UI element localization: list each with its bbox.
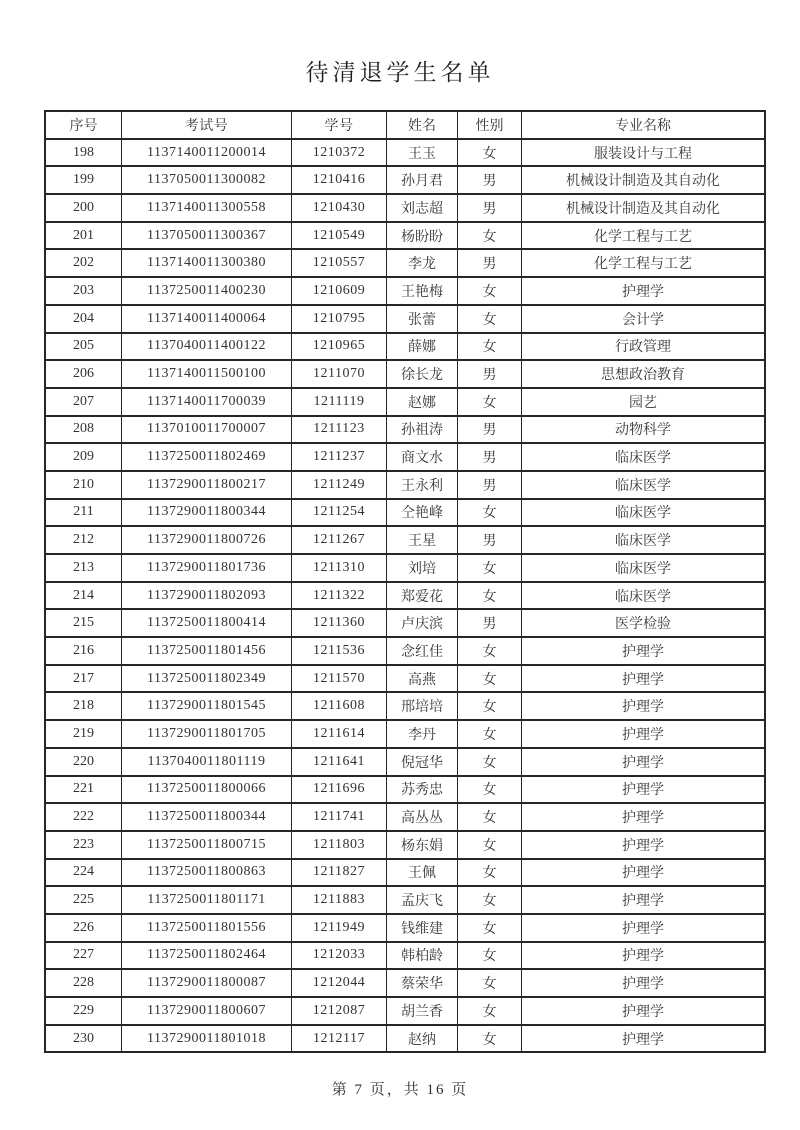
- exam-no-cell: 1137290011801705: [122, 720, 292, 748]
- serial-cell: 206: [45, 360, 122, 388]
- serial-cell: 205: [45, 333, 122, 361]
- major-cell: 思想政治教育: [522, 360, 766, 388]
- name-cell: 杨盼盼: [387, 222, 458, 250]
- serial-cell: 229: [45, 997, 122, 1025]
- serial-cell: 204: [45, 305, 122, 333]
- serial-cell: 216: [45, 637, 122, 665]
- name-cell: 卢庆滨: [387, 609, 458, 637]
- exam-no-cell: 1137250011802469: [122, 443, 292, 471]
- serial-cell: 199: [45, 166, 122, 194]
- table-row: [45, 166, 765, 194]
- table-row: [45, 859, 765, 887]
- student-id-cell: 1211570: [292, 665, 387, 693]
- table-row: [45, 526, 765, 554]
- student-id-cell: 1211696: [292, 776, 387, 804]
- exam-no-cell: 1137250011802464: [122, 942, 292, 970]
- name-cell: 孙月君: [387, 166, 458, 194]
- name-cell: 仝艳峰: [387, 499, 458, 527]
- gender-cell: 女: [458, 333, 522, 361]
- student-id-cell: 1210372: [292, 139, 387, 167]
- student-id-cell: 1210416: [292, 166, 387, 194]
- gender-cell: 女: [458, 305, 522, 333]
- table-row: [45, 831, 765, 859]
- name-cell: 刘志超: [387, 194, 458, 222]
- exam-no-cell: 1137250011802349: [122, 665, 292, 693]
- gender-cell: 女: [458, 942, 522, 970]
- exam-no-cell: 1137290011801018: [122, 1025, 292, 1053]
- student-id-cell: 1211254: [292, 499, 387, 527]
- student-id-cell: 1211641: [292, 748, 387, 776]
- exam-no-cell: 1137290011800726: [122, 526, 292, 554]
- serial-cell: 225: [45, 886, 122, 914]
- table-row: [45, 554, 765, 582]
- major-cell: 护理学: [522, 748, 766, 776]
- serial-cell: 214: [45, 582, 122, 610]
- serial-cell: 227: [45, 942, 122, 970]
- major-cell: 护理学: [522, 803, 766, 831]
- major-cell: 护理学: [522, 886, 766, 914]
- gender-cell: 女: [458, 692, 522, 720]
- serial-cell: 222: [45, 803, 122, 831]
- table-row: [45, 692, 765, 720]
- page-number: 第 7 页，共 16 页: [331, 1082, 469, 1098]
- gender-cell: 女: [458, 831, 522, 859]
- student-id-cell: 1211949: [292, 914, 387, 942]
- table-row: [45, 609, 765, 637]
- table-row: [45, 305, 765, 333]
- student-id-cell: 1211322: [292, 582, 387, 610]
- major-cell: 临床医学: [522, 554, 766, 582]
- exam-no-cell: 1137250011800066: [122, 776, 292, 804]
- serial-cell: 212: [45, 526, 122, 554]
- table-row: [45, 194, 765, 222]
- gender-cell: 女: [458, 499, 522, 527]
- serial-cell: 217: [45, 665, 122, 693]
- gender-cell: 女: [458, 139, 522, 167]
- name-cell: 王玉: [387, 139, 458, 167]
- student-id-cell: 1211119: [292, 388, 387, 416]
- serial-cell: 208: [45, 416, 122, 444]
- student-id-cell: 1211827: [292, 859, 387, 887]
- major-cell: 临床医学: [522, 471, 766, 499]
- gender-cell: 女: [458, 582, 522, 610]
- table-row: [45, 776, 765, 804]
- gender-cell: 女: [458, 277, 522, 305]
- name-cell: 王星: [387, 526, 458, 554]
- table-row: [45, 360, 765, 388]
- exam-no-cell: 1137040011801119: [122, 748, 292, 776]
- gender-cell: 女: [458, 859, 522, 887]
- exam-no-cell: 1137140011300558: [122, 194, 292, 222]
- student-id-cell: 1211123: [292, 416, 387, 444]
- serial-cell: 221: [45, 776, 122, 804]
- serial-cell: 213: [45, 554, 122, 582]
- exam-no-cell: 1137290011800344: [122, 499, 292, 527]
- serial-cell: 207: [45, 388, 122, 416]
- table-row: [45, 720, 765, 748]
- major-cell: 护理学: [522, 1025, 766, 1053]
- student-id-cell: 1210965: [292, 333, 387, 361]
- student-id-cell: 1212117: [292, 1025, 387, 1053]
- student-id-cell: 1212033: [292, 942, 387, 970]
- students-table: [44, 110, 766, 1053]
- student-id-cell: 1211360: [292, 609, 387, 637]
- serial-cell: 200: [45, 194, 122, 222]
- gender-cell: 男: [458, 471, 522, 499]
- header-major: 专业名称: [522, 111, 766, 139]
- gender-cell: 男: [458, 443, 522, 471]
- name-cell: 张蕾: [387, 305, 458, 333]
- name-cell: 薛娜: [387, 333, 458, 361]
- gender-cell: 男: [458, 194, 522, 222]
- major-cell: 临床医学: [522, 582, 766, 610]
- student-id-cell: 1212087: [292, 997, 387, 1025]
- student-id-cell: 1211310: [292, 554, 387, 582]
- exam-no-cell: 1137140011400064: [122, 305, 292, 333]
- major-cell: 机械设计制造及其自动化: [522, 166, 766, 194]
- exam-no-cell: 1137010011700007: [122, 416, 292, 444]
- major-cell: 护理学: [522, 665, 766, 693]
- student-id-cell: 1211608: [292, 692, 387, 720]
- exam-no-cell: 1137140011200014: [122, 139, 292, 167]
- serial-cell: 202: [45, 249, 122, 277]
- major-cell: 护理学: [522, 637, 766, 665]
- gender-cell: 男: [458, 526, 522, 554]
- table-row: [45, 914, 765, 942]
- name-cell: 李龙: [387, 249, 458, 277]
- header-serial: 序号: [45, 111, 122, 139]
- gender-cell: 女: [458, 748, 522, 776]
- exam-no-cell: 1137250011801171: [122, 886, 292, 914]
- exam-no-cell: 1137290011800607: [122, 997, 292, 1025]
- serial-cell: 211: [45, 499, 122, 527]
- table-row: [45, 942, 765, 970]
- serial-cell: 230: [45, 1025, 122, 1053]
- table-row: [45, 665, 765, 693]
- table-row: [45, 333, 765, 361]
- name-cell: 王永利: [387, 471, 458, 499]
- exam-no-cell: 1137050011300367: [122, 222, 292, 250]
- name-cell: 杨东娟: [387, 831, 458, 859]
- exam-no-cell: 1137250011800344: [122, 803, 292, 831]
- exam-no-cell: 1137250011800863: [122, 859, 292, 887]
- serial-cell: 223: [45, 831, 122, 859]
- name-cell: 徐长龙: [387, 360, 458, 388]
- table-header-row: [45, 111, 765, 139]
- major-cell: 临床医学: [522, 526, 766, 554]
- name-cell: 高燕: [387, 665, 458, 693]
- major-cell: 化学工程与工艺: [522, 249, 766, 277]
- gender-cell: 女: [458, 776, 522, 804]
- header-student-id: 学号: [292, 111, 387, 139]
- major-cell: 护理学: [522, 859, 766, 887]
- major-cell: 护理学: [522, 969, 766, 997]
- exam-no-cell: 1137250011800414: [122, 609, 292, 637]
- gender-cell: 男: [458, 609, 522, 637]
- table-row: [45, 803, 765, 831]
- student-id-cell: 1211237: [292, 443, 387, 471]
- name-cell: 倪冠华: [387, 748, 458, 776]
- student-id-cell: 1210430: [292, 194, 387, 222]
- exam-no-cell: 1137040011400122: [122, 333, 292, 361]
- exam-no-cell: 1137140011300380: [122, 249, 292, 277]
- table-row: [45, 388, 765, 416]
- gender-cell: 女: [458, 969, 522, 997]
- table-row: [45, 277, 765, 305]
- student-id-cell: 1211267: [292, 526, 387, 554]
- gender-cell: 女: [458, 720, 522, 748]
- exam-no-cell: 1137050011300082: [122, 166, 292, 194]
- student-id-cell: 1211803: [292, 831, 387, 859]
- serial-cell: 224: [45, 859, 122, 887]
- name-cell: 韩柏龄: [387, 942, 458, 970]
- table-row: [45, 997, 765, 1025]
- major-cell: 会计学: [522, 305, 766, 333]
- student-id-cell: 1211614: [292, 720, 387, 748]
- students-table-body: [45, 139, 765, 1053]
- major-cell: 护理学: [522, 776, 766, 804]
- table-row: [45, 222, 765, 250]
- gender-cell: 女: [458, 554, 522, 582]
- table-row: [45, 637, 765, 665]
- exam-no-cell: 1137250011400230: [122, 277, 292, 305]
- major-cell: 服装设计与工程: [522, 139, 766, 167]
- student-id-cell: 1210557: [292, 249, 387, 277]
- page-title: 待清退学生名单: [305, 60, 495, 85]
- table-row: [45, 1025, 765, 1053]
- table-row: [45, 748, 765, 776]
- major-cell: 化学工程与工艺: [522, 222, 766, 250]
- gender-cell: 男: [458, 360, 522, 388]
- gender-cell: 男: [458, 416, 522, 444]
- serial-cell: 220: [45, 748, 122, 776]
- major-cell: 临床医学: [522, 499, 766, 527]
- name-cell: 苏秀忠: [387, 776, 458, 804]
- table-row: [45, 443, 765, 471]
- name-cell: 郑爱花: [387, 582, 458, 610]
- name-cell: 蔡荣华: [387, 969, 458, 997]
- serial-cell: 209: [45, 443, 122, 471]
- gender-cell: 男: [458, 249, 522, 277]
- exam-no-cell: 1137290011802093: [122, 582, 292, 610]
- name-cell: 孟庆飞: [387, 886, 458, 914]
- major-cell: 护理学: [522, 831, 766, 859]
- gender-cell: 女: [458, 637, 522, 665]
- student-id-cell: 1211741: [292, 803, 387, 831]
- gender-cell: 女: [458, 222, 522, 250]
- table-row: [45, 499, 765, 527]
- name-cell: 钱维建: [387, 914, 458, 942]
- exam-no-cell: 1137290011800217: [122, 471, 292, 499]
- name-cell: 赵纳: [387, 1025, 458, 1053]
- major-cell: 护理学: [522, 277, 766, 305]
- serial-cell: 219: [45, 720, 122, 748]
- major-cell: 临床医学: [522, 443, 766, 471]
- exam-no-cell: 1137140011500100: [122, 360, 292, 388]
- student-id-cell: 1211070: [292, 360, 387, 388]
- table-row: [45, 416, 765, 444]
- table-row: [45, 969, 765, 997]
- student-id-cell: 1211249: [292, 471, 387, 499]
- student-id-cell: 1210609: [292, 277, 387, 305]
- gender-cell: 女: [458, 388, 522, 416]
- major-cell: 园艺: [522, 388, 766, 416]
- exam-no-cell: 1137140011700039: [122, 388, 292, 416]
- table-row: [45, 139, 765, 167]
- major-cell: 护理学: [522, 942, 766, 970]
- table-row: [45, 886, 765, 914]
- student-id-cell: 1210795: [292, 305, 387, 333]
- table-row: [45, 582, 765, 610]
- major-cell: 动物科学: [522, 416, 766, 444]
- gender-cell: 女: [458, 914, 522, 942]
- name-cell: 王艳梅: [387, 277, 458, 305]
- gender-cell: 女: [458, 1025, 522, 1053]
- exam-no-cell: 1137250011801556: [122, 914, 292, 942]
- major-cell: 护理学: [522, 692, 766, 720]
- major-cell: 护理学: [522, 914, 766, 942]
- serial-cell: 215: [45, 609, 122, 637]
- gender-cell: 男: [458, 166, 522, 194]
- header-gender: 性别: [458, 111, 522, 139]
- serial-cell: 201: [45, 222, 122, 250]
- serial-cell: 198: [45, 139, 122, 167]
- student-id-cell: 1210549: [292, 222, 387, 250]
- exam-no-cell: 1137290011801736: [122, 554, 292, 582]
- serial-cell: 210: [45, 471, 122, 499]
- header-exam-no: 考试号: [122, 111, 292, 139]
- name-cell: 商文水: [387, 443, 458, 471]
- exam-no-cell: 1137250011801456: [122, 637, 292, 665]
- gender-cell: 女: [458, 997, 522, 1025]
- gender-cell: 女: [458, 886, 522, 914]
- serial-cell: 226: [45, 914, 122, 942]
- serial-cell: 203: [45, 277, 122, 305]
- major-cell: 行政管理: [522, 333, 766, 361]
- table-row: [45, 471, 765, 499]
- name-cell: 念红佳: [387, 637, 458, 665]
- exam-no-cell: 1137250011800715: [122, 831, 292, 859]
- header-name: 姓名: [387, 111, 458, 139]
- exam-no-cell: 1137290011801545: [122, 692, 292, 720]
- serial-cell: 228: [45, 969, 122, 997]
- student-id-cell: 1211536: [292, 637, 387, 665]
- name-cell: 王佩: [387, 859, 458, 887]
- table-row: [45, 249, 765, 277]
- name-cell: 高丛丛: [387, 803, 458, 831]
- gender-cell: 女: [458, 665, 522, 693]
- student-id-cell: 1212044: [292, 969, 387, 997]
- name-cell: 李丹: [387, 720, 458, 748]
- major-cell: 护理学: [522, 720, 766, 748]
- name-cell: 胡兰香: [387, 997, 458, 1025]
- name-cell: 刘培: [387, 554, 458, 582]
- name-cell: 邢培培: [387, 692, 458, 720]
- student-id-cell: 1211883: [292, 886, 387, 914]
- major-cell: 机械设计制造及其自动化: [522, 194, 766, 222]
- exam-no-cell: 1137290011800087: [122, 969, 292, 997]
- name-cell: 赵娜: [387, 388, 458, 416]
- serial-cell: 218: [45, 692, 122, 720]
- name-cell: 孙祖涛: [387, 416, 458, 444]
- major-cell: 护理学: [522, 997, 766, 1025]
- major-cell: 医学检验: [522, 609, 766, 637]
- gender-cell: 女: [458, 803, 522, 831]
